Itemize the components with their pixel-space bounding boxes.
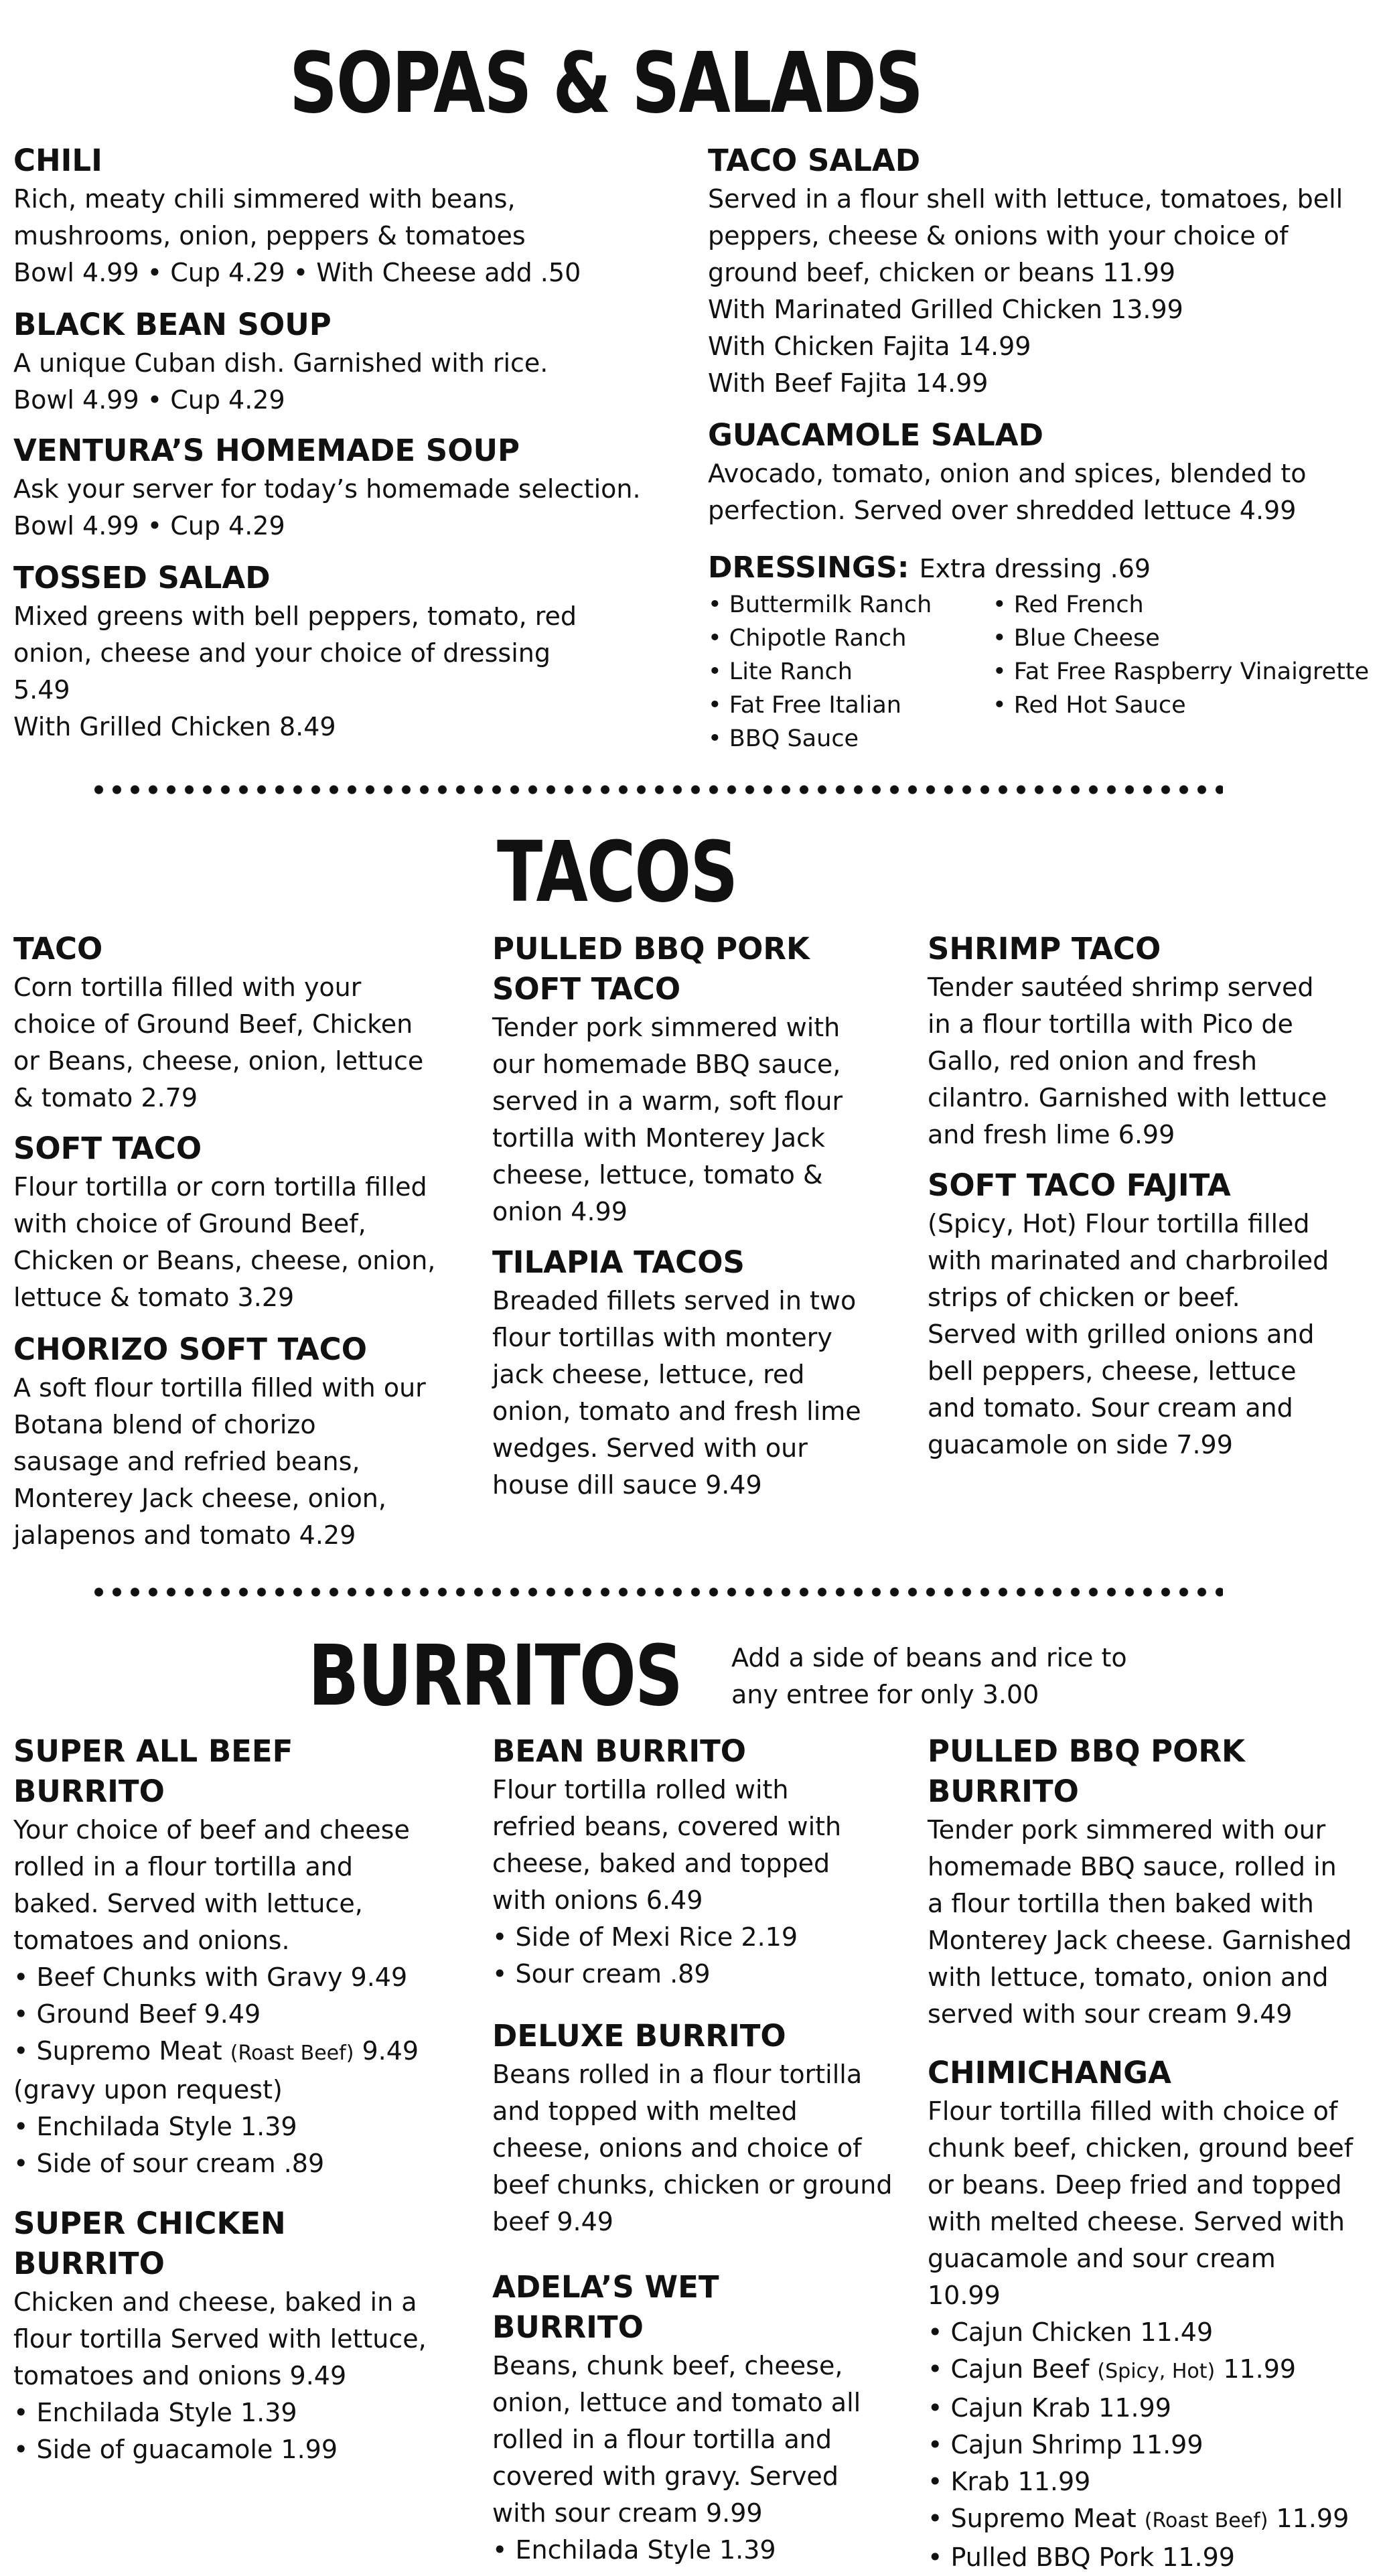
item-description: Beans rolled in a flour tortilla and topped with melted cheese, onions and choice of beef chunks, chicken or ground beef 9.49 bbox=[492, 2060, 893, 2236]
dressings-block bbox=[708, 548, 1378, 752]
burritos-side-note: Add a side of beans and rice to any entree for only 3.00 bbox=[731, 1643, 1127, 1709]
item-name: TILAPIA TACOS bbox=[492, 1244, 745, 1280]
menu-item-venturas-soup bbox=[13, 431, 683, 545]
option-note: (Roast Beef) bbox=[1144, 2509, 1268, 2532]
item-name: SOFT TACO FAJITA bbox=[928, 1167, 1231, 1203]
item-option bbox=[13, 2033, 449, 2072]
menu-item-bean-burrito bbox=[492, 1731, 881, 1993]
menu-item-tossed-salad bbox=[13, 558, 683, 745]
menu-item-adelas-wet-burrito bbox=[492, 2267, 887, 2569]
dressings-label: DRESSINGS: bbox=[708, 551, 909, 585]
menu-item-soft-taco bbox=[13, 1129, 469, 1316]
item-description: Flour tortilla or corn tortilla filled with choice of Ground Beef, Chicken or Beans, cheese, onion, lettuce & tomato 3.29 bbox=[13, 1172, 436, 1312]
dressing-item: • Buttermilk Ranch bbox=[708, 591, 932, 618]
item-description: (Spicy, Hot) Flour tortilla filled with marinated and charbroiled strips of chicken or beef. Served with grilled onions and bell peppers, cheese, lettuce and tomato. Sour cream and guacamole on side 7.99 bbox=[928, 1209, 1329, 1459]
section-title-sopas-salads: SOPAS & SALADS bbox=[289, 33, 922, 132]
section-title-burritos: BURRITOS bbox=[308, 1626, 682, 1725]
dressing-item: • Red French bbox=[993, 591, 1144, 618]
menu-item-chorizo-soft-taco bbox=[13, 1330, 442, 1554]
item-description: Beans, chunk beef, cheese, onion, lettuce and tomato all rolled in a flour tortilla and covered with gravy. Served with sour cream 9.99 bbox=[492, 2351, 861, 2528]
menu-item-black-bean-soup bbox=[13, 305, 683, 419]
item-option: • Cajun Krab 11.99 bbox=[928, 2393, 1171, 2423]
dressing-item: • Lite Ranch bbox=[708, 658, 853, 685]
item-name: SUPER ALL BEEF BURRITO bbox=[13, 1733, 293, 1809]
item-description: Served in a flour shell with lettuce, tomatoes, bell peppers, cheese & onions with your choice of ground beef, chicken or beans 11.99 bbox=[708, 184, 1343, 287]
item-name: SUPER CHICKEN BURRITO bbox=[13, 2206, 286, 2281]
item-name: TOSSED SALAD bbox=[13, 560, 271, 595]
item-name: PULLED BBQ PORK SOFT TACO bbox=[492, 931, 810, 1007]
item-name: SHRIMP TACO bbox=[928, 931, 1161, 967]
item-option: • Enchilada Style 1.39 bbox=[13, 2398, 297, 2427]
item-option bbox=[928, 2500, 1363, 2539]
item-name: BEAN BURRITO bbox=[492, 1733, 747, 1769]
item-option: • Cajun Shrimp 11.99 bbox=[928, 2430, 1203, 2459]
section-title-tacos: TACOS bbox=[497, 822, 737, 921]
item-option: With Marinated Grilled Chicken 13.99 bbox=[708, 295, 1183, 324]
menu-item-shrimp-taco bbox=[928, 929, 1343, 1153]
item-description: Chicken and cheese, baked in a flour tortilla Served with lettuce, tomatoes and onions 9.49 bbox=[13, 2287, 427, 2390]
dressings-extra: Extra dressing .69 bbox=[919, 554, 1151, 583]
menu-item-deluxe-burrito bbox=[492, 2016, 894, 2240]
menu-item-pulled-bbq-pork-soft-taco bbox=[492, 929, 881, 1230]
option-text: • Cajun Beef bbox=[928, 2354, 1098, 2384]
item-name: PULLED BBQ PORK BURRITO bbox=[928, 1733, 1245, 1809]
menu-item-chili bbox=[13, 141, 683, 291]
menu-item-pulled-bbq-pork-burrito bbox=[928, 1731, 1356, 2033]
menu-item-chimichanga bbox=[928, 2053, 1363, 2576]
item-name: DELUXE BURRITO bbox=[492, 2018, 786, 2054]
item-name: SOFT TACO bbox=[13, 1131, 202, 1166]
option-price: 11.99 bbox=[1215, 2354, 1297, 2384]
dressing-item: • Fat Free Raspberry Vinaigrette bbox=[993, 658, 1370, 685]
item-option bbox=[928, 2351, 1363, 2390]
item-option: (gravy upon request) bbox=[13, 2075, 283, 2104]
item-name: CHILI bbox=[13, 143, 102, 178]
option-note: (Spicy, Hot) bbox=[1097, 2360, 1216, 2383]
menu-item-super-all-beef-burrito bbox=[13, 1731, 449, 2182]
item-description: Ask your server for today’s homemade selection. bbox=[13, 474, 641, 504]
item-option: • Sour cream .89 bbox=[492, 1959, 711, 1989]
item-option: • Cajun Chicken 11.49 bbox=[928, 2317, 1214, 2347]
item-description: Corn tortilla filled with your choice of Ground Beef, Chicken or Beans, cheese, onion, lettuce & tomato 2.79 bbox=[13, 973, 424, 1113]
item-name: CHIMICHANGA bbox=[928, 2055, 1171, 2090]
menu-item-taco bbox=[13, 929, 442, 1117]
item-name: VENTURA’S HOMEMADE SOUP bbox=[13, 433, 520, 468]
option-note: (Roast Beef) bbox=[230, 2042, 354, 2065]
item-option: • Pulled BBQ Pork 11.99 bbox=[928, 2543, 1235, 2572]
item-description: Flour tortilla filled with choice of chunk beef, chicken, ground beef or beans. Deep fried and topped with melted cheese. Served with guacamole and sour cream 10.99 bbox=[928, 2096, 1354, 2310]
item-extra: With Grilled Chicken 8.49 bbox=[13, 712, 336, 741]
item-description: A soft flour tortilla filled with our Botana blend of chorizo sausage and refried beans, Monterey Jack cheese, onion, jalapenos and tomato 4.29 bbox=[13, 1373, 426, 1550]
item-name: GUACAMOLE SALAD bbox=[708, 417, 1043, 453]
item-option: • Side of Mexi Rice 2.19 bbox=[492, 1922, 798, 1952]
dressing-item: • Chipotle Ranch bbox=[708, 625, 907, 652]
item-price: Bowl 4.99 • Cup 4.29 bbox=[13, 511, 285, 541]
item-description: Your choice of beef and cheese rolled in a flour tortilla and baked. Served with lettuce, tomatoes and onions. bbox=[13, 1815, 410, 1955]
item-name: TACO bbox=[13, 931, 103, 967]
option-text: • Supremo Meat bbox=[13, 2036, 230, 2066]
item-description: Avocado, tomato, onion and spices, blended to perfection. Served over shredded lettuce 4.99 bbox=[708, 459, 1307, 525]
item-option: With Beef Fajita 14.99 bbox=[708, 368, 989, 398]
item-name: ADELA’S WET BURRITO bbox=[492, 2269, 719, 2345]
item-option: • Enchilada Style 1.39 bbox=[13, 2112, 297, 2141]
dressing-item: • BBQ Sauce bbox=[708, 725, 859, 752]
item-name: BLACK BEAN SOUP bbox=[13, 307, 332, 342]
item-name: CHORIZO SOFT TACO bbox=[13, 1332, 367, 1367]
item-description: Mixed greens with bell peppers, tomato, red onion, cheese and your choice of dressing 5.49 bbox=[13, 601, 577, 705]
dressings-column-1 bbox=[708, 588, 932, 756]
menu-item-taco-salad bbox=[708, 141, 1378, 402]
item-description: Breaded fillets served in two flour tortillas with montery jack cheese, lettuce, red onion, tomato and fresh lime wedges. Served with our house dill sauce 9.49 bbox=[492, 1286, 861, 1500]
item-option: • Side of guacamole 1.99 bbox=[13, 2435, 338, 2464]
option-price: 11.99 bbox=[1268, 2504, 1349, 2533]
item-option: • Beef Chunks with Gravy 9.49 bbox=[13, 1962, 408, 1992]
item-price: Bowl 4.99 • Cup 4.29 bbox=[13, 385, 285, 415]
item-option: • Krab 11.99 bbox=[928, 2467, 1091, 2496]
dressing-item: • Blue Cheese bbox=[993, 625, 1160, 652]
item-description: A unique Cuban dish. Garnished with rice. bbox=[13, 348, 549, 378]
item-option: • Enchilada Style 1.39 bbox=[492, 2535, 776, 2565]
section-divider bbox=[90, 1587, 1223, 1597]
section-divider bbox=[90, 785, 1223, 794]
item-description: Tender pork simmered with our homemade BBQ sauce, served in a warm, soft flour tortilla with Monterey Jack cheese, lettuce, tomato & onion 4.99 bbox=[492, 1013, 843, 1226]
item-option: With Chicken Fajita 14.99 bbox=[708, 332, 1031, 361]
option-text: • Supremo Meat bbox=[928, 2504, 1145, 2533]
menu-item-soft-taco-fajita bbox=[928, 1165, 1343, 1463]
dressings-column-2 bbox=[993, 588, 1369, 722]
menu-item-guacamole-salad bbox=[708, 415, 1378, 529]
option-price: 9.49 bbox=[354, 2036, 419, 2066]
item-option: • Side of sour cream .89 bbox=[13, 2149, 325, 2178]
item-description: Flour tortilla rolled with refried beans, covered with cheese, baked and topped with onions 6.49 bbox=[492, 1775, 842, 1915]
item-price: Bowl 4.99 • Cup 4.29 • With Cheese add .50 bbox=[13, 258, 581, 287]
item-option: • Ground Beef 9.49 bbox=[13, 1999, 261, 2029]
dressing-item: • Red Hot Sauce bbox=[993, 692, 1186, 719]
menu-item-tilapia-tacos bbox=[492, 1242, 887, 1504]
dressing-item: • Fat Free Italian bbox=[708, 692, 901, 719]
item-description: Rich, meaty chili simmered with beans, mushrooms, onion, peppers & tomatoes bbox=[13, 184, 526, 251]
item-description: Tender sautéed shrimp served in a flour tortilla with Pico de Gallo, red onion and fresh cilantro. Garnished with lettuce and fresh lime 6.99 bbox=[928, 973, 1327, 1149]
menu-item-super-chicken-burrito bbox=[13, 2204, 449, 2468]
item-name: TACO SALAD bbox=[708, 143, 921, 178]
item-description: Tender pork simmered with our homemade BBQ sauce, rolled in a flour tortilla then baked with Monterey Jack cheese. Garnished with lettuce, tomato, onion and served with sour cream 9.49 bbox=[928, 1815, 1352, 2029]
